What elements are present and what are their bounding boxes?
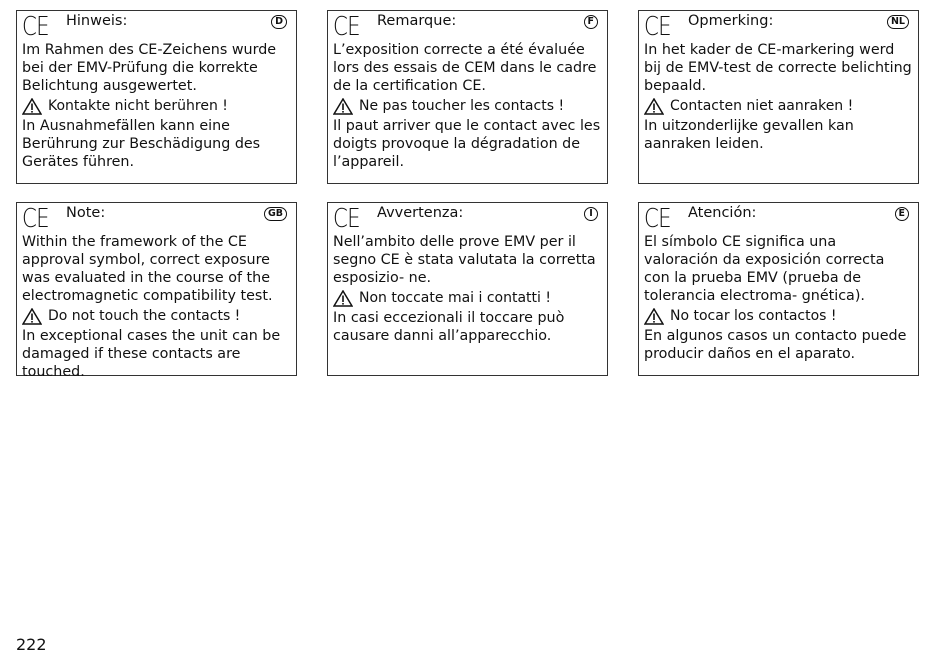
warning-text: Ne pas toucher les contacts !	[359, 98, 565, 114]
warning-text: Contacten niet aanraken !	[670, 98, 854, 114]
language-badge: D	[271, 15, 287, 29]
warning-text: Do not touch the contacts !	[48, 308, 241, 324]
warning-line	[22, 305, 291, 327]
warning-line	[333, 287, 602, 309]
notice-title: Note:	[66, 205, 106, 221]
notice-text: In het kader de CE-markering werd bij de EMV-test de correcte belichting bepaald.	[644, 42, 912, 94]
ce-mark-icon: CE	[644, 204, 671, 234]
language-badge: NL	[887, 15, 909, 29]
ce-mark-icon: CE	[333, 12, 360, 42]
warning-text: Kontakte nicht berühren !	[48, 98, 228, 114]
ce-mark-icon: CE	[22, 12, 49, 42]
warning-line	[644, 95, 913, 117]
warning-line	[22, 95, 291, 117]
language-badge: GB	[264, 207, 287, 221]
warning-triangle-icon	[644, 98, 664, 115]
notice-text: Nell’ambito delle prove EMV per il segno CE è stata valutata la corretta esposizio- ne.	[333, 234, 596, 286]
notice-box-it	[327, 202, 608, 376]
warning-triangle-icon	[644, 308, 664, 325]
notice-text: L’exposition correcte a été évaluée lors des essais de CEM dans le cadre de la certification CE.	[333, 42, 597, 94]
ce-mark-icon: CE	[644, 12, 671, 42]
warning-triangle-icon	[333, 98, 353, 115]
page-number: 222	[16, 635, 47, 654]
notice-text-secondary: In casi eccezionali il toccare può causare danni all’apparecchio.	[333, 310, 565, 344]
notice-box-de	[16, 10, 297, 184]
notice-box-fr	[327, 10, 608, 184]
notice-text-secondary: In Ausnahmefällen kann eine Berührung zur Beschädigung des Gerätes führen.	[22, 118, 261, 170]
notice-text: Im Rahmen des CE-Zeichens wurde bei der EMV-Prüfung die korrekte Belichtung ausgewertet.	[22, 42, 277, 94]
warning-text: No tocar los contactos !	[670, 308, 837, 324]
notice-text-secondary: En algunos casos un contacto puede producir daños en el aparato.	[644, 328, 907, 362]
warning-triangle-icon	[22, 308, 42, 325]
notice-box-gb	[16, 202, 297, 380]
notice-title: Atención:	[688, 205, 757, 221]
ce-mark-icon: CE	[333, 204, 360, 234]
warning-line	[333, 95, 602, 117]
warning-text: Non toccate mai i contatti !	[359, 290, 551, 306]
notice-text: Within the framework of the CE approval symbol, correct exposure was evaluated in the course of the electromagnetic compatibility test.	[22, 234, 273, 304]
notice-text-secondary: In exceptional cases the unit can be damaged if these contacts are touched.	[22, 328, 281, 380]
notice-text-secondary: Il paut arriver que le contact avec les doigts provoque la dégradation de l’appareil.	[333, 118, 601, 170]
notice-text: El símbolo CE significa una valoración da exposición correcta con la prueba EMV (prueba de tolerancia electroma- gnética).	[644, 234, 885, 304]
notice-box-es	[638, 202, 919, 376]
warning-line	[644, 305, 913, 327]
warning-triangle-icon	[22, 98, 42, 115]
warning-triangle-icon	[333, 290, 353, 307]
notice-title: Remarque:	[377, 13, 457, 29]
notice-title: Hinweis:	[66, 13, 128, 29]
language-badge: F	[584, 15, 599, 29]
notice-box-nl	[638, 10, 919, 184]
notice-title: Opmerking:	[688, 13, 774, 29]
language-badge: I	[584, 207, 598, 221]
ce-mark-icon: CE	[22, 204, 49, 234]
notice-title: Avvertenza:	[377, 205, 464, 221]
notice-text-secondary: In uitzonderlijke gevallen kan aanraken leiden.	[644, 118, 854, 152]
language-badge: E	[895, 207, 910, 221]
